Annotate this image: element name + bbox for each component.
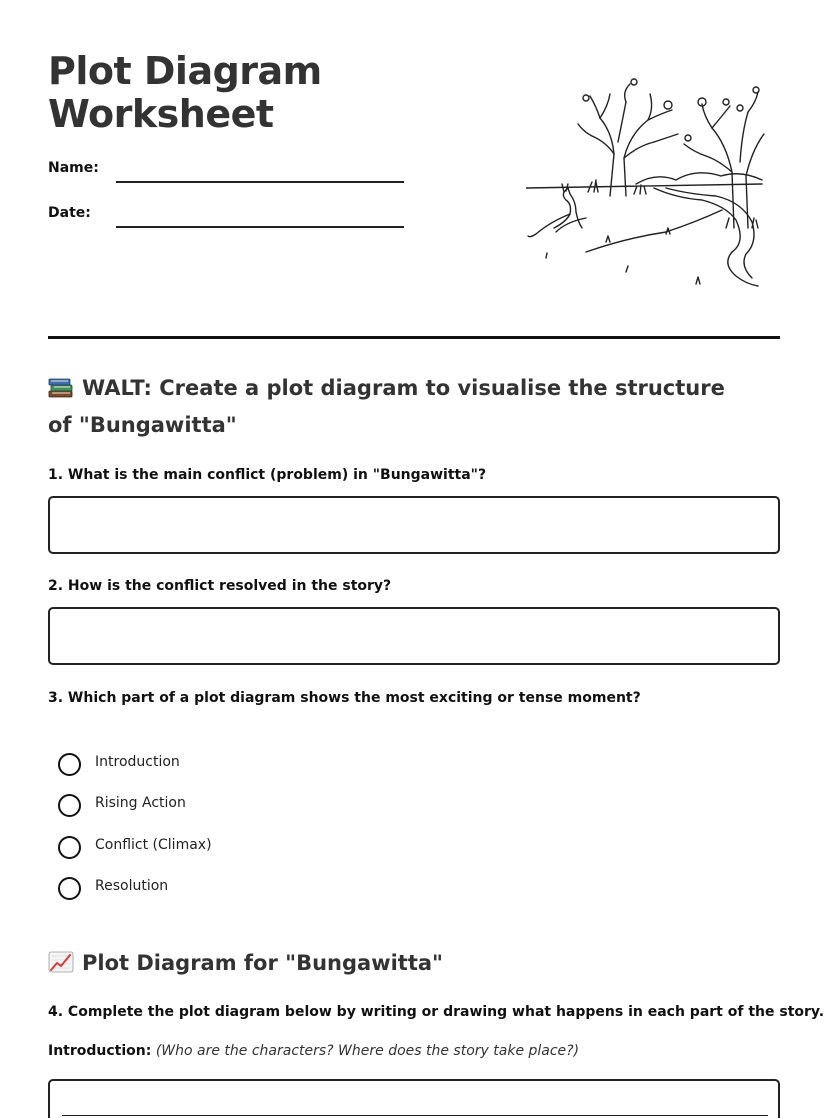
books-icon <box>48 376 74 398</box>
radio-circle[interactable] <box>58 794 81 817</box>
walt-heading-text: WALT: Create a plot diagram to visualise the structure of "Bungawitta" <box>48 376 725 437</box>
question-1: 1. What is the main conflict (problem) in "Bungawitta"? <box>48 467 487 483</box>
writing-line <box>62 1115 768 1116</box>
answer-box-2[interactable] <box>48 607 780 665</box>
header-divider <box>48 336 780 339</box>
name-line[interactable] <box>116 181 404 183</box>
introduction-answer-box[interactable] <box>48 1079 780 1118</box>
plot-diagram-heading-text: Plot Diagram for "Bungawitta" <box>82 951 443 975</box>
answer-box-1[interactable] <box>48 496 780 554</box>
introduction-prompt <box>48 1043 579 1059</box>
date-line[interactable] <box>116 226 404 228</box>
radio-label: Introduction <box>95 754 180 770</box>
name-field[interactable] <box>48 160 408 186</box>
chart-increasing-icon <box>48 951 74 973</box>
name-label: Name: <box>48 160 99 176</box>
introduction-hint: (Who are the characters? Where does the story take place?) <box>155 1043 580 1059</box>
worksheet-page <box>48 0 825 1118</box>
radio-option-conflict-climax[interactable] <box>58 834 358 860</box>
bush-landscape-illustration <box>526 72 766 290</box>
introduction-label: Introduction: <box>48 1043 152 1059</box>
radio-option-rising-action[interactable] <box>58 792 358 818</box>
radio-circle[interactable] <box>58 836 81 859</box>
radio-circle[interactable] <box>58 877 81 900</box>
title-line-2: Worksheet <box>48 92 274 136</box>
title-line-1: Plot Diagram <box>48 49 322 93</box>
date-label: Date: <box>48 205 91 221</box>
page-title <box>48 50 468 136</box>
radio-circle[interactable] <box>58 753 81 776</box>
radio-label: Resolution <box>95 878 169 894</box>
radio-option-resolution[interactable] <box>58 875 358 901</box>
question-2: 2. How is the conflict resolved in the story? <box>48 578 392 594</box>
date-field[interactable] <box>48 205 408 231</box>
question-4: 4. Complete the plot diagram below by writing or drawing what happens in each part of the story. <box>48 1004 825 1020</box>
walt-heading <box>48 370 748 444</box>
radio-label: Conflict (Climax) <box>95 837 212 853</box>
radio-option-introduction[interactable] <box>58 751 358 777</box>
plot-diagram-heading <box>48 945 748 982</box>
radio-label: Rising Action <box>95 795 186 811</box>
question-3: 3. Which part of a plot diagram shows the most exciting or tense moment? <box>48 690 641 706</box>
